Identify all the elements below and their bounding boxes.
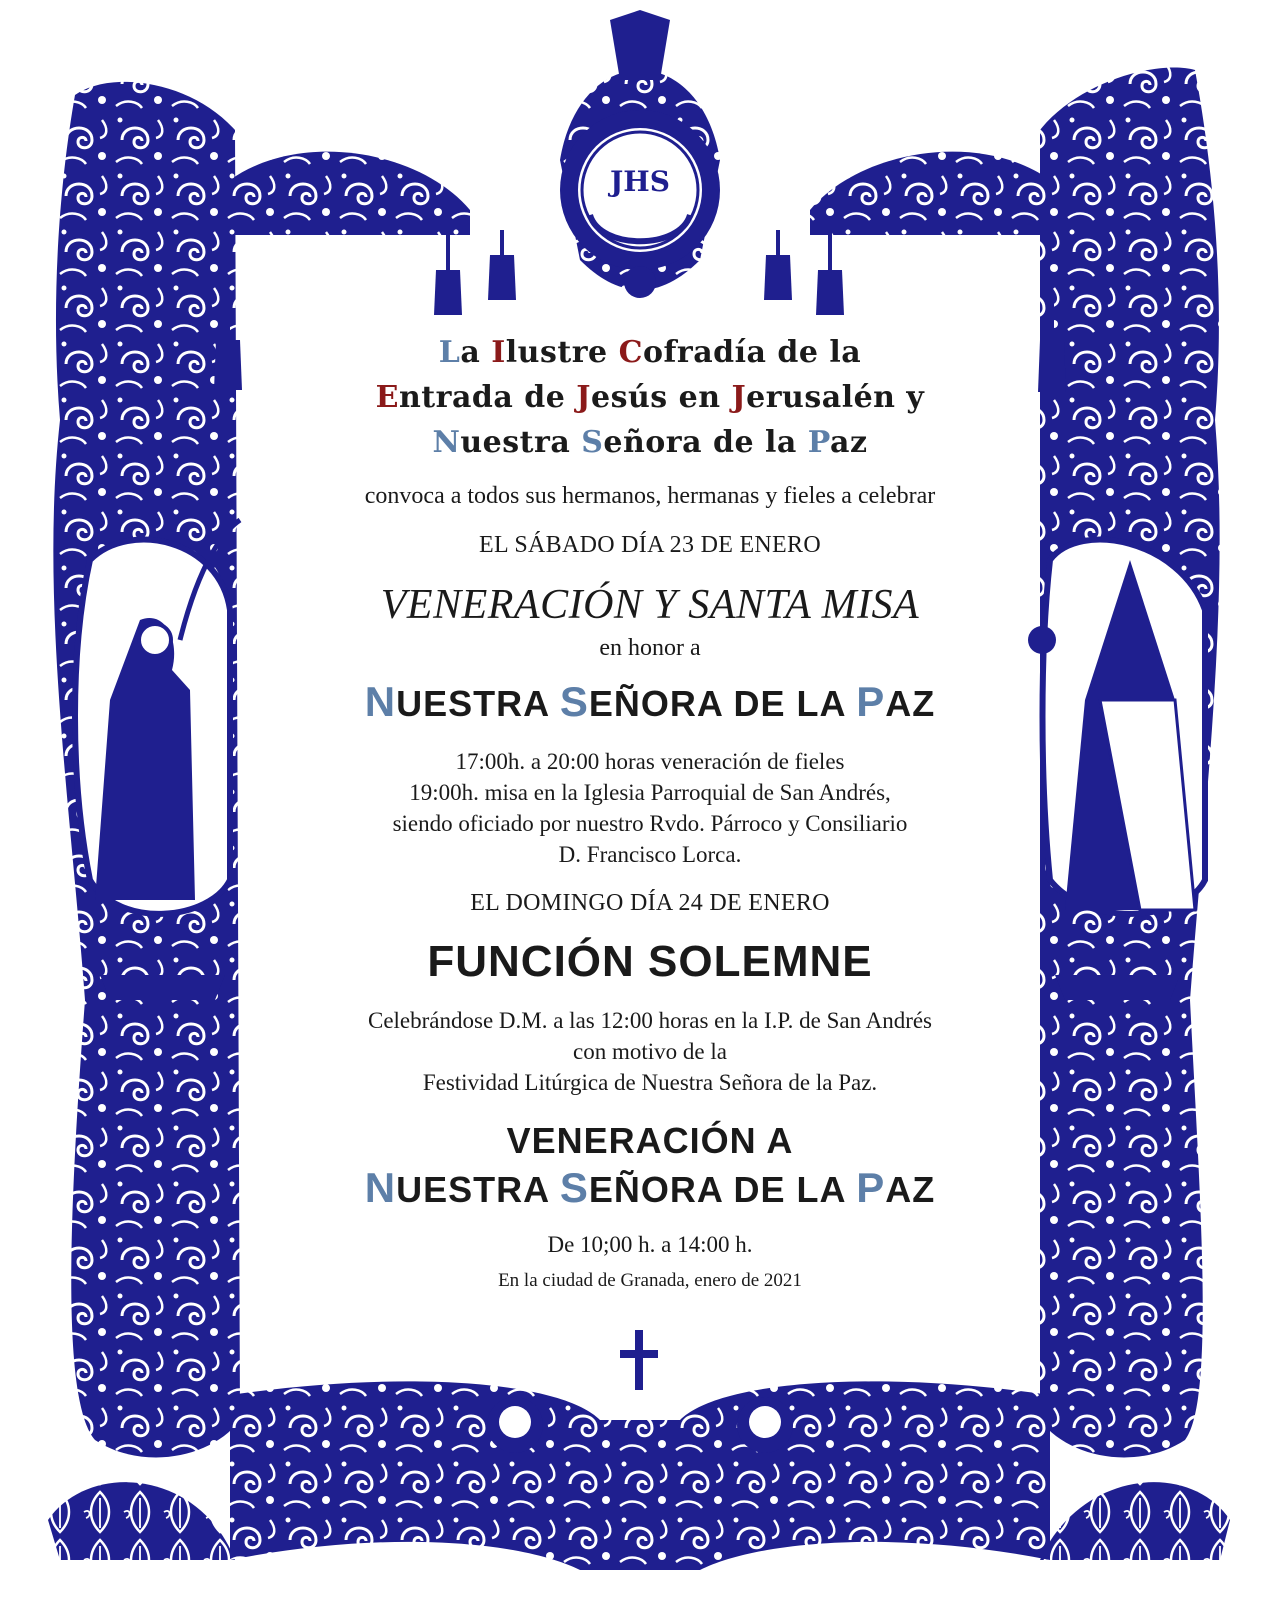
name-text: UESTRA — [396, 683, 560, 724]
title-text: ofradía de la — [642, 335, 862, 370]
initial-s: S — [581, 425, 604, 460]
jhs-monogram: JHS — [610, 165, 670, 198]
virgin-name-2 — [260, 1164, 1040, 1212]
schedule-line: 17:00h. a 20:00 horas veneración de fieles — [455, 749, 845, 774]
title-line-2 — [260, 375, 1040, 420]
name-text: EÑORA DE LA — [588, 683, 857, 724]
title-text: az — [830, 425, 868, 460]
initial-s: S — [559, 678, 589, 725]
sunday-date: EL DOMINGO DÍA 24 DE ENERO — [470, 890, 830, 916]
jhs-medallion — [560, 110, 720, 298]
saturday-date: EL SÁBADO DÍA 23 DE ENERO — [479, 532, 821, 558]
title-text: lustre — [505, 335, 619, 370]
sunday-title: FUNCIÓN SOLEMNE — [427, 937, 873, 986]
detail-line: Festividad Litúrgica de Nuestra Señora de la Paz. — [422, 1070, 878, 1095]
initial-j: J — [576, 380, 591, 415]
invitation-text — [260, 330, 1040, 1292]
initial-j: J — [731, 380, 747, 415]
veneration-hours: De 10;00 h. a 14:00 h. — [547, 1232, 753, 1257]
honor-text: en honor a — [599, 635, 701, 661]
title-text: ntrada de — [399, 380, 577, 415]
title-text: eñora de la — [603, 425, 808, 460]
initial-e: E — [375, 380, 399, 415]
initial-i: I — [491, 335, 506, 370]
initial-n: N — [364, 1164, 397, 1211]
initial-n: N — [364, 678, 397, 725]
name-text: UESTRA — [396, 1169, 560, 1210]
title-text: erusalén y — [746, 380, 925, 415]
initial-c: C — [618, 335, 643, 370]
name-text: AZ — [885, 683, 936, 724]
detail-line: Celebrándose D.M. a las 12:00 horas en la I.P. de San Andrés — [367, 1008, 933, 1033]
name-text: EÑORA DE LA — [588, 1169, 857, 1210]
initial-p: P — [856, 1164, 886, 1211]
schedule-line: 19:00h. misa en la Iglesia Parroquial de San Andrés, — [409, 780, 891, 805]
footer-city-date: En la ciudad de Granada, enero de 2021 — [498, 1270, 802, 1291]
bottom-band-ornament — [230, 1330, 1050, 1570]
title-text: a — [460, 335, 492, 370]
title-line-3 — [260, 420, 1040, 465]
title-text: esús en — [590, 380, 732, 415]
veneration-title: VENERACIÓN A — [506, 1120, 794, 1161]
initial-p: P — [856, 678, 886, 725]
intro-text: convoca a todos sus hermanos, hermanas y fieles a celebrar — [364, 483, 936, 509]
initial-s: S — [559, 1164, 589, 1211]
saturday-title: VENERACIÓN Y SANTA MISA — [380, 582, 920, 628]
schedule-line: D. Francisco Lorca. — [558, 842, 742, 867]
schedule-line: siendo oficiado por nuestro Rvdo. Párroco y Consiliario — [392, 811, 908, 836]
title-line-1 — [260, 330, 1040, 375]
initial-l: L — [438, 335, 461, 370]
title-text: uestra — [460, 425, 582, 460]
saturday-schedule — [260, 746, 1040, 870]
sunday-details — [260, 1005, 1040, 1098]
virgin-name-1 — [260, 678, 1040, 726]
detail-line: con motivo de la — [573, 1039, 727, 1064]
initial-p: P — [807, 425, 831, 460]
initial-n: N — [432, 425, 461, 460]
name-text: AZ — [885, 1169, 936, 1210]
brotherhood-title — [260, 330, 1040, 465]
